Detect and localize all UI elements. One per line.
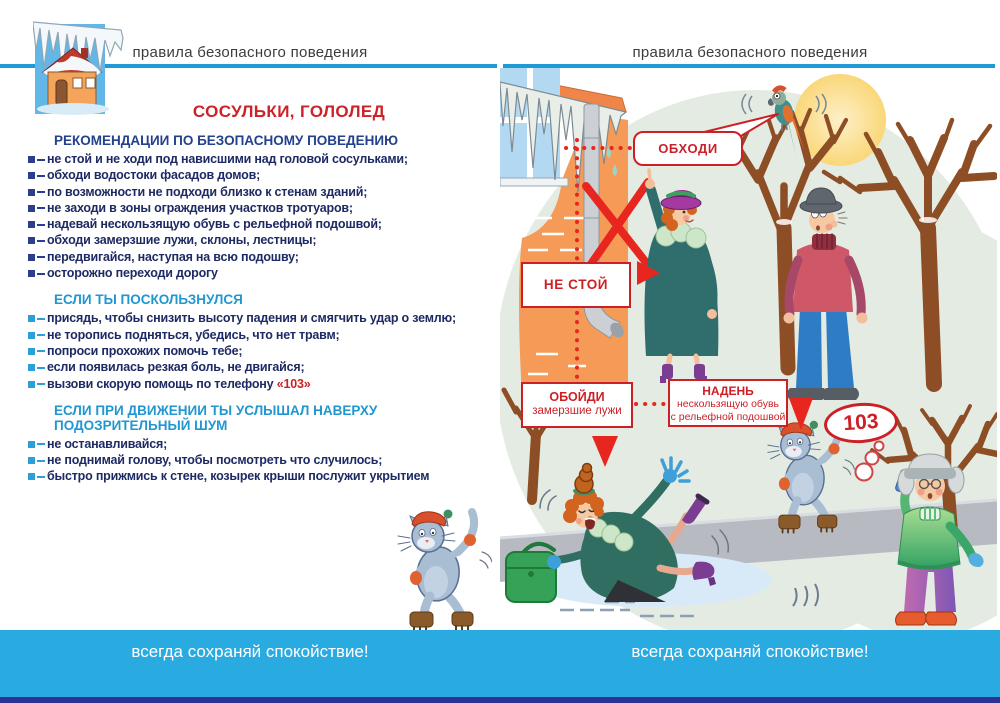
red-arrow-down-boots (789, 398, 813, 430)
eye (683, 211, 686, 214)
cat-pupil (789, 442, 791, 444)
hat-pompom (444, 510, 453, 519)
section-heading-noise-above: ЕСЛИ ПРИ ДВИЖЕНИИ ТЫ УСЛЫШАЛ НАВЕРХУ ПОДОЗРИТЕЛЬНЫЙ ШУМ (54, 402, 378, 433)
boot (822, 388, 859, 400)
rule-text: присядь, чтобы снизить высоту падения и смягчить удар о землю; (47, 311, 456, 326)
bag-clasp (528, 571, 534, 577)
sweater (793, 243, 853, 312)
rule-text: не останавливайся; (47, 436, 168, 451)
list-item (28, 232, 490, 248)
cat-pupil (432, 532, 434, 534)
label-naden-subtitle-2: с рельефной подошвой (670, 411, 786, 423)
emergency-number-badge: 103 (823, 400, 900, 445)
hand (857, 313, 868, 324)
hat-band (904, 468, 956, 479)
cat-mitten (829, 443, 840, 454)
cat-mitten (464, 534, 476, 546)
list-item (28, 200, 490, 216)
cheek (683, 215, 689, 221)
cat-muzzle (785, 446, 802, 457)
rule-text: вызови скорую помощь по телефону (47, 376, 277, 391)
section-heading-recommendations: РЕКОМЕНДАЦИИ ПО БЕЗОПАСНОМУ ПОВЕДЕНИЮ (54, 133, 399, 148)
window-sill (500, 178, 568, 186)
rules-list-noise-above (28, 436, 490, 485)
rule-text: не заходи в зоны ограждения участков тротуаров; (47, 200, 353, 215)
list-item (28, 249, 490, 265)
rule-text: попроси прохожих помочь тебе; (47, 343, 243, 358)
cat-pupil (799, 441, 801, 443)
rule-text: не торопись подняться, убедись, что нет травм; (47, 327, 340, 342)
rule-text: осторожно переходи дорогу (47, 266, 218, 281)
snow-dab (919, 217, 937, 223)
cheek (826, 224, 833, 231)
footer-slogan-right: всегда сохраняй спокойствие! (631, 642, 869, 661)
icon-window-2 (86, 78, 95, 88)
label-naden (668, 379, 788, 427)
rules-list-recommendations (28, 151, 490, 281)
mouth (928, 493, 933, 499)
label-oboydi (521, 382, 633, 428)
rule-text: передвигайся, наступая на всю подошву; (47, 249, 299, 264)
label-oboydi-subtitle: замерзшие лужи (532, 405, 622, 417)
label-naden-subtitle-1: нескользящую обувь (676, 398, 780, 410)
blue-mitten (547, 555, 561, 569)
parrot-pupil (776, 95, 778, 97)
boot-heel (660, 376, 666, 383)
rule-text: по возможности не подходи близко к стенам зданий; (47, 184, 368, 199)
footer-accent-line (0, 697, 1000, 703)
list-item (28, 327, 490, 343)
list-item (28, 452, 490, 468)
header-title-right: правила безопасного поведения (632, 44, 868, 61)
mouth (816, 225, 820, 230)
rule-text: обходи водостоки фасадов домов; (47, 168, 261, 183)
cheek (576, 518, 582, 524)
rule-text: если появилась резкая боль, не двигайся; (47, 360, 305, 375)
list-item (28, 436, 490, 452)
footer-slogan-left: всегда сохраняй спокойствие! (131, 642, 369, 661)
hand (707, 309, 717, 319)
header-title-left: правила безопасного поведения (132, 44, 368, 61)
cat-mitten (410, 571, 422, 585)
leg (660, 568, 696, 572)
red-arrow-right (637, 261, 660, 285)
rule-text: быстро прижмись к стене, козырек крыши послужит укрытием (47, 469, 430, 484)
snow-dab (776, 219, 792, 225)
list-item (28, 151, 490, 167)
rule-text: не поднимай голову, чтобы посмотреть что случилось; (47, 453, 383, 468)
list-item (28, 343, 490, 359)
icon-chimney (81, 48, 88, 58)
label-oboydi-title: ОБОЙДИ (549, 390, 605, 404)
list-item (28, 265, 490, 281)
red-arrow-down-puddle (592, 436, 618, 467)
rule-text: не стой и не ходи под нависшими над головой сосульками; (47, 152, 408, 166)
walking-cat-left (396, 500, 492, 632)
cat-boot (779, 515, 800, 529)
green-bag (506, 544, 556, 602)
list-item (28, 310, 490, 326)
cheek (936, 489, 943, 496)
label-ne-stoy: НЕ СТОЙ (521, 262, 631, 308)
pants (796, 308, 822, 388)
left-page-content (28, 102, 490, 485)
cat-boot (818, 515, 837, 528)
cat-boot (452, 612, 473, 626)
list-item (28, 216, 490, 232)
label-naden-title: НАДЕНЬ (702, 384, 754, 398)
winter-street-scene (500, 68, 997, 630)
motion-marks (480, 552, 492, 568)
pointing-finger (649, 170, 650, 180)
list-item (28, 359, 490, 375)
cheek (918, 489, 925, 496)
list-item (28, 468, 490, 484)
page-title: СОСУЛЬКИ, ГОЛОЛЕД (192, 102, 386, 121)
rule-text: надевай нескользящую обувь с рельефной подошвой; (47, 217, 382, 232)
section-heading-if-slipped: ЕСЛИ ТЫ ПОСКОЛЬЗНУЛСЯ (54, 292, 243, 308)
footer-bar (0, 630, 1000, 697)
hat-brim (661, 197, 701, 210)
cat-mitten (779, 477, 790, 490)
label-obhodi: ОБХОДИ (633, 131, 743, 166)
rule-text: обходи замерзшие лужи, склоны, лестницы; (47, 233, 317, 248)
list-item (28, 184, 490, 200)
icon-window-1 (73, 78, 82, 88)
cat-boot (410, 612, 433, 627)
emergency-number-inline: «103» (276, 376, 311, 391)
cat-muzzle (417, 537, 435, 549)
rules-list-if-slipped (28, 310, 490, 391)
list-item (28, 376, 490, 392)
cat-arm (448, 542, 468, 558)
list-item (28, 167, 490, 183)
cat-pupil (421, 533, 423, 535)
hand (784, 313, 795, 324)
icon-house-body (48, 72, 96, 106)
